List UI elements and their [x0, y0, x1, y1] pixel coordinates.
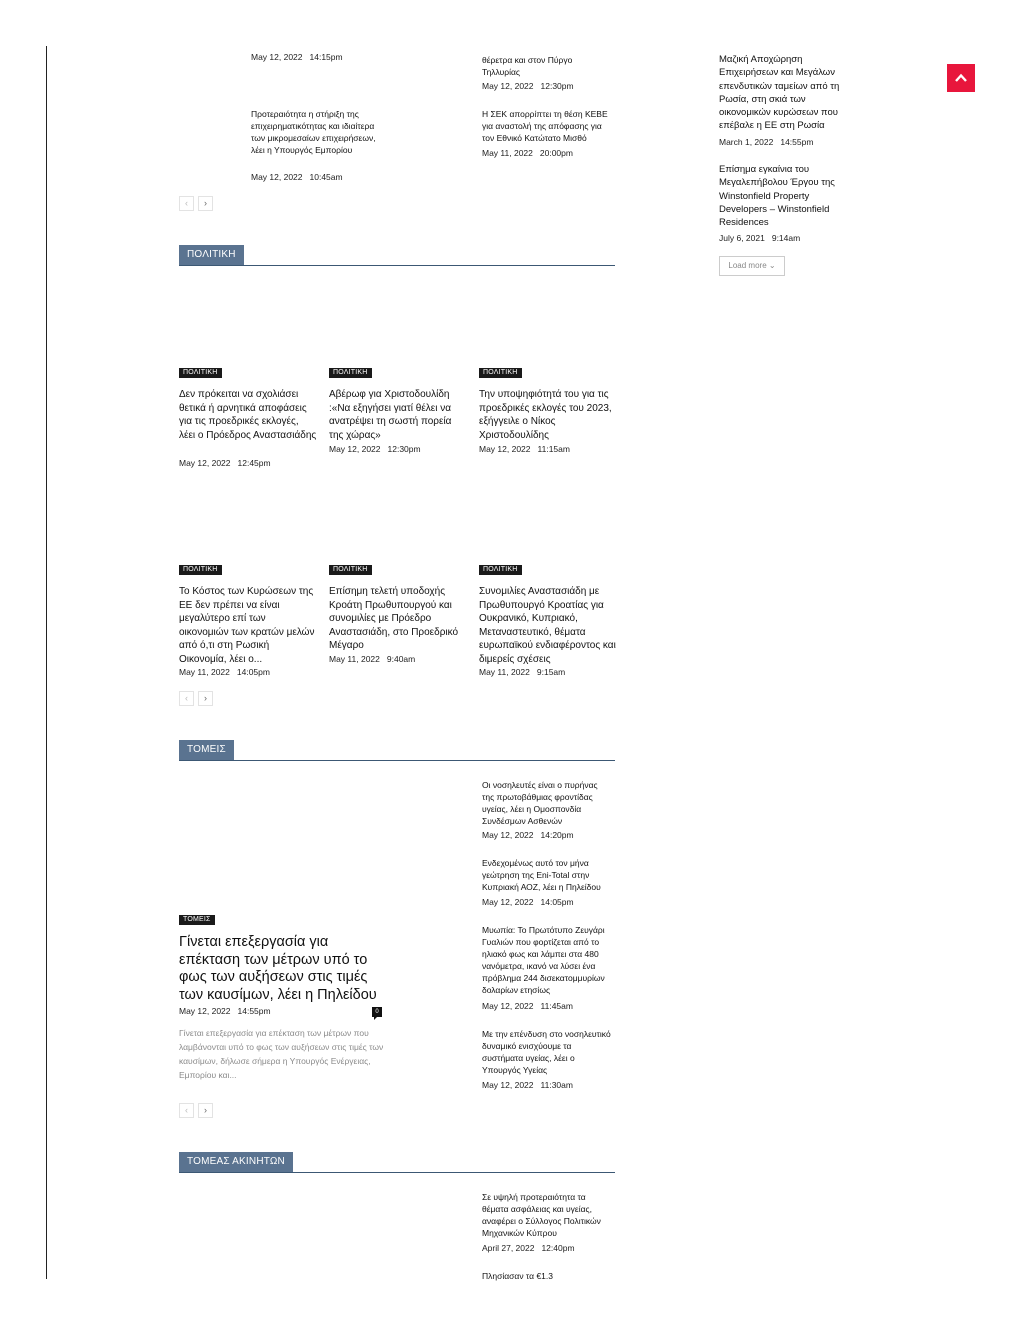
- section-header-politiki: [179, 246, 615, 266]
- chevron-down-icon: ⌄: [768, 261, 776, 270]
- post-date: May 11, 2022 20:00pm: [482, 148, 573, 158]
- prev-page-button[interactable]: ‹: [179, 1103, 194, 1118]
- post-date: May 12, 2022 11:15am: [479, 444, 570, 454]
- post-date: May 12, 2022 10:45am: [251, 172, 343, 182]
- post-title[interactable]: Αβέρωφ για Χριστοδουλίδη :«Να εξηγήσει γιατί θέλει να ανατρέψει τη σωστή πορεία της χώρας»: [329, 389, 452, 441]
- post-title[interactable]: Με την επένδυση στο νοσηλευτικό δυναμικό ενισχύουμε τα συστήματα υγείας, λέει ο Υπουργός Υγείας: [482, 1029, 611, 1075]
- prev-page-button[interactable]: ‹: [179, 196, 194, 211]
- post-date: May 12, 2022 12:30pm: [482, 81, 574, 91]
- section-header-akiniton: [179, 1153, 615, 1173]
- category-badge[interactable]: ΠΟΛΙΤΙΚΗ: [179, 368, 222, 378]
- post-date: May 12, 2022 11:45am: [482, 1001, 573, 1011]
- category-badge[interactable]: ΠΟΛΙΤΙΚΗ: [329, 368, 372, 378]
- post-date: May 12, 2022 12:45pm: [179, 458, 271, 468]
- post-date: May 12, 2022 12:30pm: [329, 444, 421, 454]
- next-page-button[interactable]: ›: [198, 196, 213, 211]
- prev-page-button[interactable]: ‹: [179, 691, 194, 706]
- sidebar-post-date: July 6, 2021 9:14am: [719, 233, 801, 243]
- section-label[interactable]: ΤΟΜΕΑΣ ΑΚΙΝΗΤΩΝ: [179, 1152, 293, 1172]
- post-date: May 11, 2022 14:05pm: [179, 667, 270, 677]
- post-title[interactable]: Σε υψηλή προτεραιότητα τα θέματα ασφάλειας και υγείας, αναφέρει ο Σύλλογος Πολιτικών Μηχανικών Κύπρου: [482, 1192, 601, 1238]
- comment-count-badge[interactable]: 0: [372, 1007, 382, 1017]
- category-badge[interactable]: ΠΟΛΙΤΙΚΗ: [179, 565, 222, 575]
- pagination: [179, 691, 213, 706]
- category-badge[interactable]: ΤΟΜΕΙΣ: [179, 915, 215, 925]
- post-title[interactable]: Μυωπία: Το Πρωτότυπο Ζευγάρι Γυαλιών που φορτίζεται από το ηλιακό φως και λάμπει στα 480 νανόμετρα, ικανό να λύσει ένα πρόβλημα 244 δισεκατομμυρίων δολαρίων ετησίως: [482, 925, 605, 995]
- category-badge[interactable]: ΠΟΛΙΤΙΚΗ: [479, 565, 522, 575]
- section-header-tomeis: [179, 741, 615, 761]
- featured-post-title[interactable]: Γίνεται επεξεργασία για επέκταση των μέτρων υπό το φως των αυξήσεων στις τιμές των καυσίμων, λέει η Πηλείδου: [179, 934, 377, 1003]
- post-date: May 12, 2022 14:05pm: [482, 897, 574, 907]
- post-title[interactable]: Οι νοσηλευτές είναι ο πυρήνας της πρωτοβάθμιας φροντίδας υγείας, λέει η Ομοσπονδία Συνδέσμων Ασθενών: [482, 780, 598, 826]
- sidebar-post-title[interactable]: Μαζική Αποχώρηση Επιχειρήσεων και Μεγάλων επενδυτικών ταμείων από τη Ρωσία, στη σκιά των οικονομικών κυρώσεων που επέβαλε η ΕΕ στη Ρωσία: [719, 54, 840, 132]
- section-label[interactable]: ΤΟΜΕΙΣ: [179, 740, 234, 760]
- back-to-top-button[interactable]: [947, 64, 975, 92]
- post-title[interactable]: Επίσημη τελετή υποδοχής Κροάτη Πρωθυπουργού και συνομιλίες με Πρόεδρο Αναστασιάδη, στο Προεδρικό Μέγαρο: [329, 586, 459, 651]
- load-more-button[interactable]: Load more ⌄: [719, 256, 785, 276]
- section-label[interactable]: ΠΟΛΙΤΙΚΗ: [179, 245, 244, 265]
- sidebar-post-title[interactable]: Επίσημα εγκαίνια του Μεγαλεπήβολου Έργου της Winstonfield Property Developers – Winstonfield Residences: [719, 164, 835, 229]
- category-badge[interactable]: ΠΟΛΙΤΙΚΗ: [479, 368, 522, 378]
- page-left-border: [46, 46, 47, 1279]
- sidebar-post-date: March 1, 2022 14:55pm: [719, 137, 814, 147]
- post-title[interactable]: Την υποψηφιότητά του για τις προεδρικές εκλογές του 2023, εξήγγειλε ο Νίκος Χριστοδουλίδης: [479, 389, 612, 441]
- post-date: May 12, 2022 14:15pm: [251, 52, 343, 62]
- post-title[interactable]: Ενδεχομένως αυτό τον μήνα γεώτρηση της Eni-Total στην Κυπριακή ΑΟΖ, λέει η Πηλείδου: [482, 858, 601, 892]
- next-page-button[interactable]: ›: [198, 1103, 213, 1118]
- post-excerpt: Γίνεται επεξεργασία για επέκταση των μέτρων που λαμβάνονται υπό το φως των αυξήσεων στις τιμές των καυσίμων, δήλωσε σήμερα η Υπουργός Ενέργειας, Εμπορίου και...: [179, 1028, 384, 1080]
- post-title[interactable]: Η ΣΕΚ απορρίπτει τη θέση ΚΕΒΕ για αναστολή της απόφασης για τον Εθνικό Κατώτατο Μισθό: [482, 109, 608, 143]
- post-title[interactable]: Το Κόστος των Κυρώσεων της ΕΕ δεν πρέπει να είναι μεγαλύτερο επί των οικονομιών των κρατών μελών από ό,τι στη Ρωσική Οικονομία, λέει ο...: [179, 586, 315, 665]
- pagination: [179, 196, 213, 211]
- post-title[interactable]: Προτεραιότητα η στήριξη της επιχειρηματικότητας και ιδιαίτερα των μικρομεσαίων επιχειρήσεων, λέει η Υπουργός Εμπορίου: [251, 109, 376, 155]
- next-page-button[interactable]: ›: [198, 691, 213, 706]
- post-date: May 12, 2022 11:30am: [482, 1080, 573, 1090]
- post-date: May 11, 2022 9:15am: [479, 667, 566, 677]
- pagination: [179, 1103, 213, 1118]
- post-date: May 12, 2022 14:55pm: [179, 1006, 271, 1016]
- post-date: May 12, 2022 14:20pm: [482, 830, 574, 840]
- chevron-up-icon: [954, 71, 968, 85]
- post-title[interactable]: Συνομιλίες Αναστασιάδη με Πρωθυπουργό Κροατίας για Ουκρανικό, Κυπριακό, Μεταναστευτικό, θέματα ευρωπαϊκού ενδιαφέροντος και διμερείς σχέσεις: [479, 586, 616, 665]
- post-date: May 11, 2022 9:40am: [329, 654, 416, 664]
- post-title[interactable]: Πλησίασαν τα €1.3: [482, 1271, 553, 1281]
- post-title[interactable]: θέρετρα και στον Πύργο Τηλλυρίας: [482, 55, 573, 77]
- post-date: April 27, 2022 12:40pm: [482, 1243, 575, 1253]
- post-title[interactable]: Δεν πρόκειται να σχολιάσει θετικά ή αρνητικά αποφάσεις για τις προεδρικές εκλογές, λέει ο Πρόεδρος Αναστασιάδης: [179, 389, 317, 441]
- category-badge[interactable]: ΠΟΛΙΤΙΚΗ: [329, 565, 372, 575]
